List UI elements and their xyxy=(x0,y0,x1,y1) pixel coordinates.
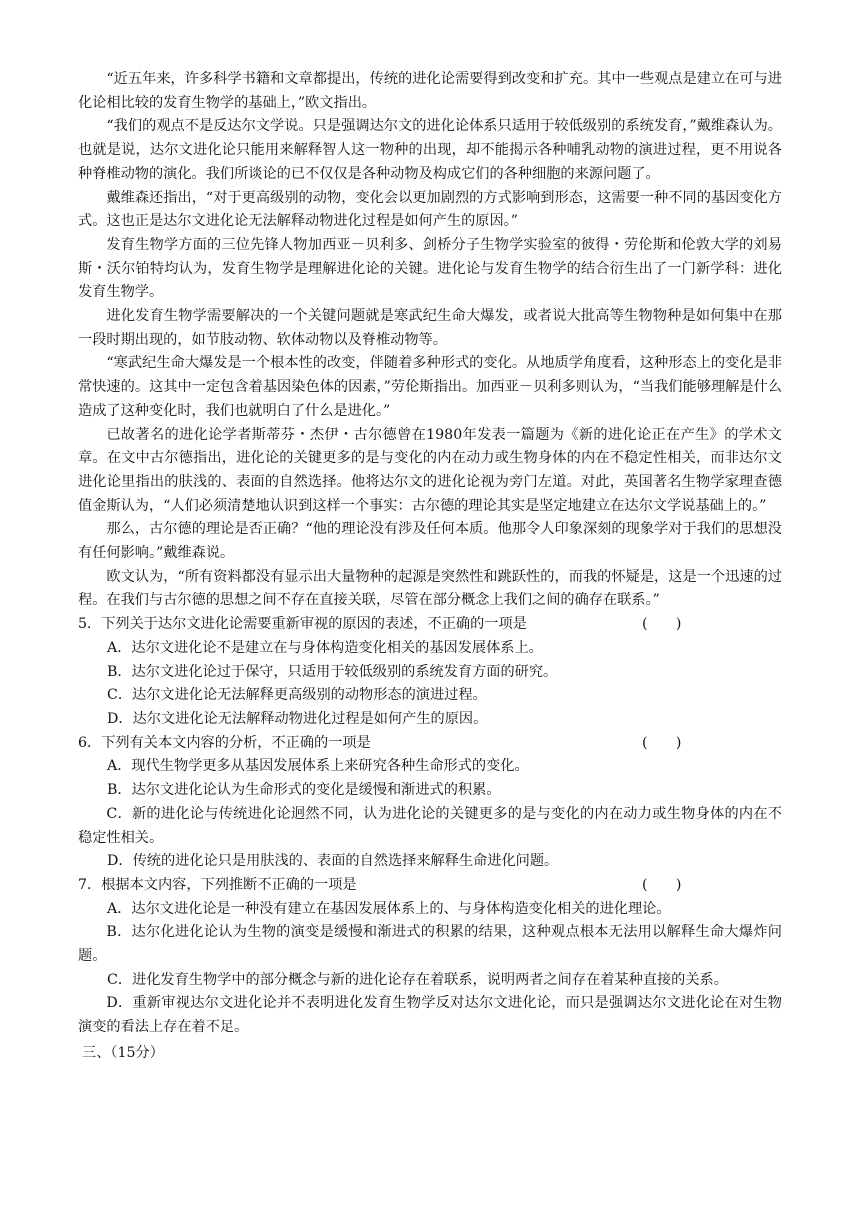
paragraph: 进化发育生物学需要解决的一个关键问题就是寒武纪生命大爆发，或者说大批高等生物物种是如何集中在那一段时期出现的，如节肢动物、软体动物以及脊椎动物等。 xyxy=(78,308,782,348)
answer-bracket: ( ) xyxy=(642,734,682,751)
question-stem-text: 5．下列关于达尔文进化论需要重新审视的原因的表述，不正确的一项是 xyxy=(78,616,527,633)
option-d: D．达尔文进化论无法解释动物进化过程是如何产生的原因。 xyxy=(107,710,488,727)
section-heading: 三、（15分） xyxy=(82,1044,164,1061)
question-stem-text: 6．下列有关本文内容的分析，不正确的一项是 xyxy=(78,734,371,751)
paragraph: 那么，古尔德的理论是否正确？“他的理论没有涉及任何本质。他那令人印象深刻的现象学对于我们的思想没有任何影响。”戴维森说。 xyxy=(78,521,782,562)
option-c: C．进化发育生物学中的部分概念与新的进化论存在着联系，说明两者之间存在着某种直接的关系。 xyxy=(107,971,728,988)
paragraph: 发育生物学方面的三位先锋人物加西亚－贝利多、剑桥分子生物学实验室的彼得・劳伦斯和伦敦大学的刘易斯・沃尔铂特均认为，发育生物学是理解进化论的关键。进化论与发育生物学的结合衍生出了一门新学科：进化发育生物学。 xyxy=(78,236,782,301)
answer-bracket: ( ) xyxy=(642,616,682,633)
question-5 xyxy=(78,613,782,732)
option-d: D．重新审视达尔文进化论并不表明进化发育生物学反对达尔文进化论，而只是强调达尔文进化论在对生物演变的看法上存在着不足。 xyxy=(78,995,782,1036)
question-stem xyxy=(78,732,782,756)
paragraph: “我们的观点不是反达尔文学说。只是强调达尔文的进化论体系只适用于较低级别的系统发育，”戴维森认为。也就是说，达尔文进化论只能用来解释智人这一物种的出现，却不能揭示各种哺乳动物的演进过程，更不用说各种脊椎动物的演化。我们所谈论的已不仅仅是各种动物及构成它们的各种细胞的来源问题了。 xyxy=(78,118,782,182)
article-body xyxy=(78,68,782,613)
question-stem xyxy=(78,874,782,898)
option-a: A．达尔文进化论不是建立在与身体构造变化相关的基因发展体系上。 xyxy=(107,639,543,656)
paragraph: 欧文认为，“所有资料都没有显示出大量物种的起源是突然性和跳跃性的，而我的怀疑是，这是一个迅速的过程。在我们与古尔德的思想之间不存在直接关联，尽管在部分概念上我们之间的确存在联系。” xyxy=(78,568,782,609)
question-stem xyxy=(78,613,782,637)
question-7 xyxy=(78,874,782,1040)
option-b: B．达尔文进化论过于保守，只适用于较低级别的系统发育方面的研究。 xyxy=(107,663,558,680)
option-b: B．达尔化进化论认为生物的演变是缓慢和渐进式的积累的结果，这种观点根本无法用以解释生命大爆炸问题。 xyxy=(78,924,782,965)
option-a: A．现代生物学更多从基因发展体系上来研究各种生命形式的变化。 xyxy=(107,758,529,775)
question-6 xyxy=(78,732,782,874)
option-a: A．达尔文进化论是一种没有建立在基因发展体系上的、与身体构造变化相关的进化理论。 xyxy=(107,900,671,917)
paragraph: “近五年来，许多科学书籍和文章都提出，传统的进化论需要得到改变和扩充。其中一些观点是建立在可与进化论相比较的发育生物学的基础上，”欧文指出。 xyxy=(78,71,782,111)
paragraph: 戴维森还指出，“对于更高级别的动物，变化会以更加剧烈的方式影响到形态，这需要一种不同的基因变化方式。这也正是达尔文进化论无法解释动物进化过程是如何产生的原因。” xyxy=(78,189,782,230)
option-c: C．新的进化论与传统进化论迥然不同，认为进化论的关键更多的是与变化的内在动力或生物身体的内在不稳定性相关。 xyxy=(78,805,782,846)
option-d: D．传统的进化论只是用肤浅的、表面的自然选择来解释生命进化问题。 xyxy=(107,853,559,870)
option-c: C．达尔文进化论无法解释更高级别的动物形态的演进过程。 xyxy=(107,687,487,704)
answer-bracket: ( ) xyxy=(642,876,682,893)
option-b: B．达尔文进化论认为生命形式的变化是缓慢和渐进式的积累。 xyxy=(107,782,501,799)
paragraph: “寒武纪生命大爆发是一个根本性的改变，伴随着多种形式的变化。从地质学角度看，这种形态上的变化是非常快速的。这其中一定包含着基因染色体的因素，”劳伦斯指出。加西亚－贝利多则认为，“当我们能够理解是什么造成了这种变化时，我们也就明白了什么是进化。” xyxy=(78,355,782,419)
question-stem-text: 7．根据本文内容，下列推断不正确的一项是 xyxy=(78,876,357,893)
paragraph: 已故著名的进化论学者斯蒂芬・杰伊・古尔德曾在1980年发表一篇题为《新的进化论正在产生》的学术文章。在文中古尔德指出，进化论的关键更多的是与变化的内在动力或生物身体的内在不稳定性相关，而非达尔文进化论里指出的肤浅的、表面的自然选择。他将达尔文的进化论视为旁门左道。对此，英国著名生物学家理查德值金斯认为，“人们必须清楚地认识到这样一个事实：古尔德的理论其实是坚定地建立在达尔文学说基础上的。” xyxy=(78,426,782,514)
